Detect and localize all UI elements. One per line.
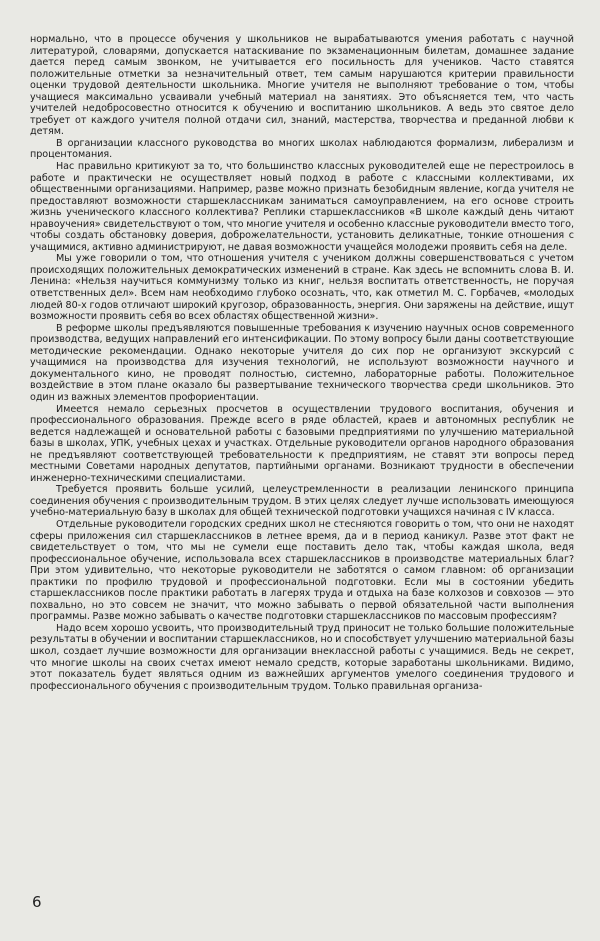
paragraph: В организации классного руководства во многих школах наблюдаются формализм, либерализм и процентомания.: [30, 137, 574, 161]
paragraph: Имеется немало серьезных просчетов в осуществлении трудового воспитания, обучения и профессионального образования. Прежде всего в ряде областей, краев и автономных республик не ведется надлежащей и основательной работы с базовыми предприятиями по улучшению материальной базы в школах, УПК, учебных цехах и участках. Отдельные руководители органов народного образования не предъявляют соответствующей требовательности к предприятиям, не ставят эти вопросы перед местными Советами народных депутатов, партийными органами. Возникают трудности в обеспечении инженерно-техническими специалистами.: [30, 403, 574, 484]
paragraph: В реформе школы предъявляются повышенные требования к изучению научных основ современного производства, ведущих направлений его интенсификации. По этому вопросу были даны соответствующие методические рекомендации. Однако некоторые учителя до сих пор не организуют экскурсий с учащимися на производства для изучения технологий, не используют возможности научного и документального кино, не проводят полностью, системно, лабораторные работы. Положительное воздействие в этом плане оказало бы развертывание технического творчества среди школьников. Это один из важных элементов профориентации.: [30, 322, 574, 403]
paragraph: Надо всем хорошо усвоить, что производительный труд приносит не только большие положительные результаты в обучении и воспитании старшеклассников, но и способствует улучшению материальной базы школ, создает лучшие возможности для организации внеклассной работы с учащимися. Ведь не секрет, что многие школы на своих счетах имеют немало средств, которые заработаны школьниками. Видимо, этот показатель будет являться одним из важнейших аргументов умелого соединения трудового и профессионального обучения с производительным трудом. Только правильная организа-: [30, 622, 574, 692]
paragraph: нормально, что в процессе обучения у школьников не вырабатываются умения работать с научной литературой, словарями, допускается натаскивание по экзаменационным билетам, домашнее задание дается перед самым звонком, не учитывается его посильность для учеников. Часто ставятся положительные отметки за незначительный ответ, тем самым нарушаются критерии правильности оценки трудовой деятельности школьника. Многие учителя не выполняют требование о том, чтобы учащиеся максимально усваивали учебный материал на занятиях. Это объясняется тем, что часть учителей недобросовестно относится к обучению и воспитанию школьников. А ведь это святое дело требует от каждого учителя полной отдачи сил, знаний, мастерства, творчества и преданной любви к детям.: [30, 34, 574, 138]
page-number: 6: [32, 893, 42, 911]
paragraph: Мы уже говорили о том, что отношения учителя с учеником должны совершенствоваться с учетом происходящих положительных демократических изменений в стране. Как здесь не вспомнить слова В. И. Ленина: «Нельзя научиться коммунизму только из книг, нельзя воспитать ответственность, не поручая ответственных дел». Всем нам необходимо глубоко осознать, что, как отметил М. С. Горбачев, «молодых людей 80-х годов отличают широкий кругозор, образованность, энергия. Они заряжены на действие, ищут возможности проявить себя во всех областях общественной жизни».: [30, 253, 574, 323]
paragraph: Нас правильно критикуют за то, что большинство классных руководителей еще не перестроилось в работе и практически не осуществляет новый подход в работе с классными коллективами, их общественными организациями. Например, разве можно признать безобидным явление, когда учителя не предоставляют возможности старшеклассникам заниматься самоуправлением, на его основе строить жизнь ученического классного коллектива? Реплики старшеклассников «В школе каждый день читают нравоучения» свидетельствуют о том, что многие учителя и особенно классные руководители вместо того, чтобы создать обстановку доверия, доброжелательности, установить деликатные, тонкие отношения с учащимися, активно администрируют, не давая возможности учащейся молодежи проявить себя на деле.: [30, 161, 574, 253]
paragraph: Отдельные руководители городских средних школ не стесняются говорить о том, что они не находят сферы приложения сил старшеклассников в летнее время, да и в период каникул. Разве этот факт не свидетельствует о том, что мы не сумели еще поставить дело так, чтобы каждая школа, ведя профессиональное обучение, использовала всех старшеклассников в производстве материальных благ? При этом удивительно, что некоторые руководители не заботятся о самом главном: об организации практики по профилю трудовой и профессиональной подготовки. Если мы в состоянии убедить старшеклассников после практики работать в лагерях труда и отдыха на базе колхозов и совхозов — это похвально, но это совсем не значит, что можно забывать о первой обязательной части выполнения программы. Разве можно забывать о качестве подготовки старшеклассников по массовым профессиям?: [30, 518, 574, 623]
paragraph: Требуется проявить больше усилий, целеустремленности в реализации ленинского принципа соединения обучения с производительным трудом. В этих целях следует лучше использовать имеющуюся учебно-материальную базу в школах для общей технической подготовки учащихся начиная с IV класса.: [30, 484, 574, 519]
